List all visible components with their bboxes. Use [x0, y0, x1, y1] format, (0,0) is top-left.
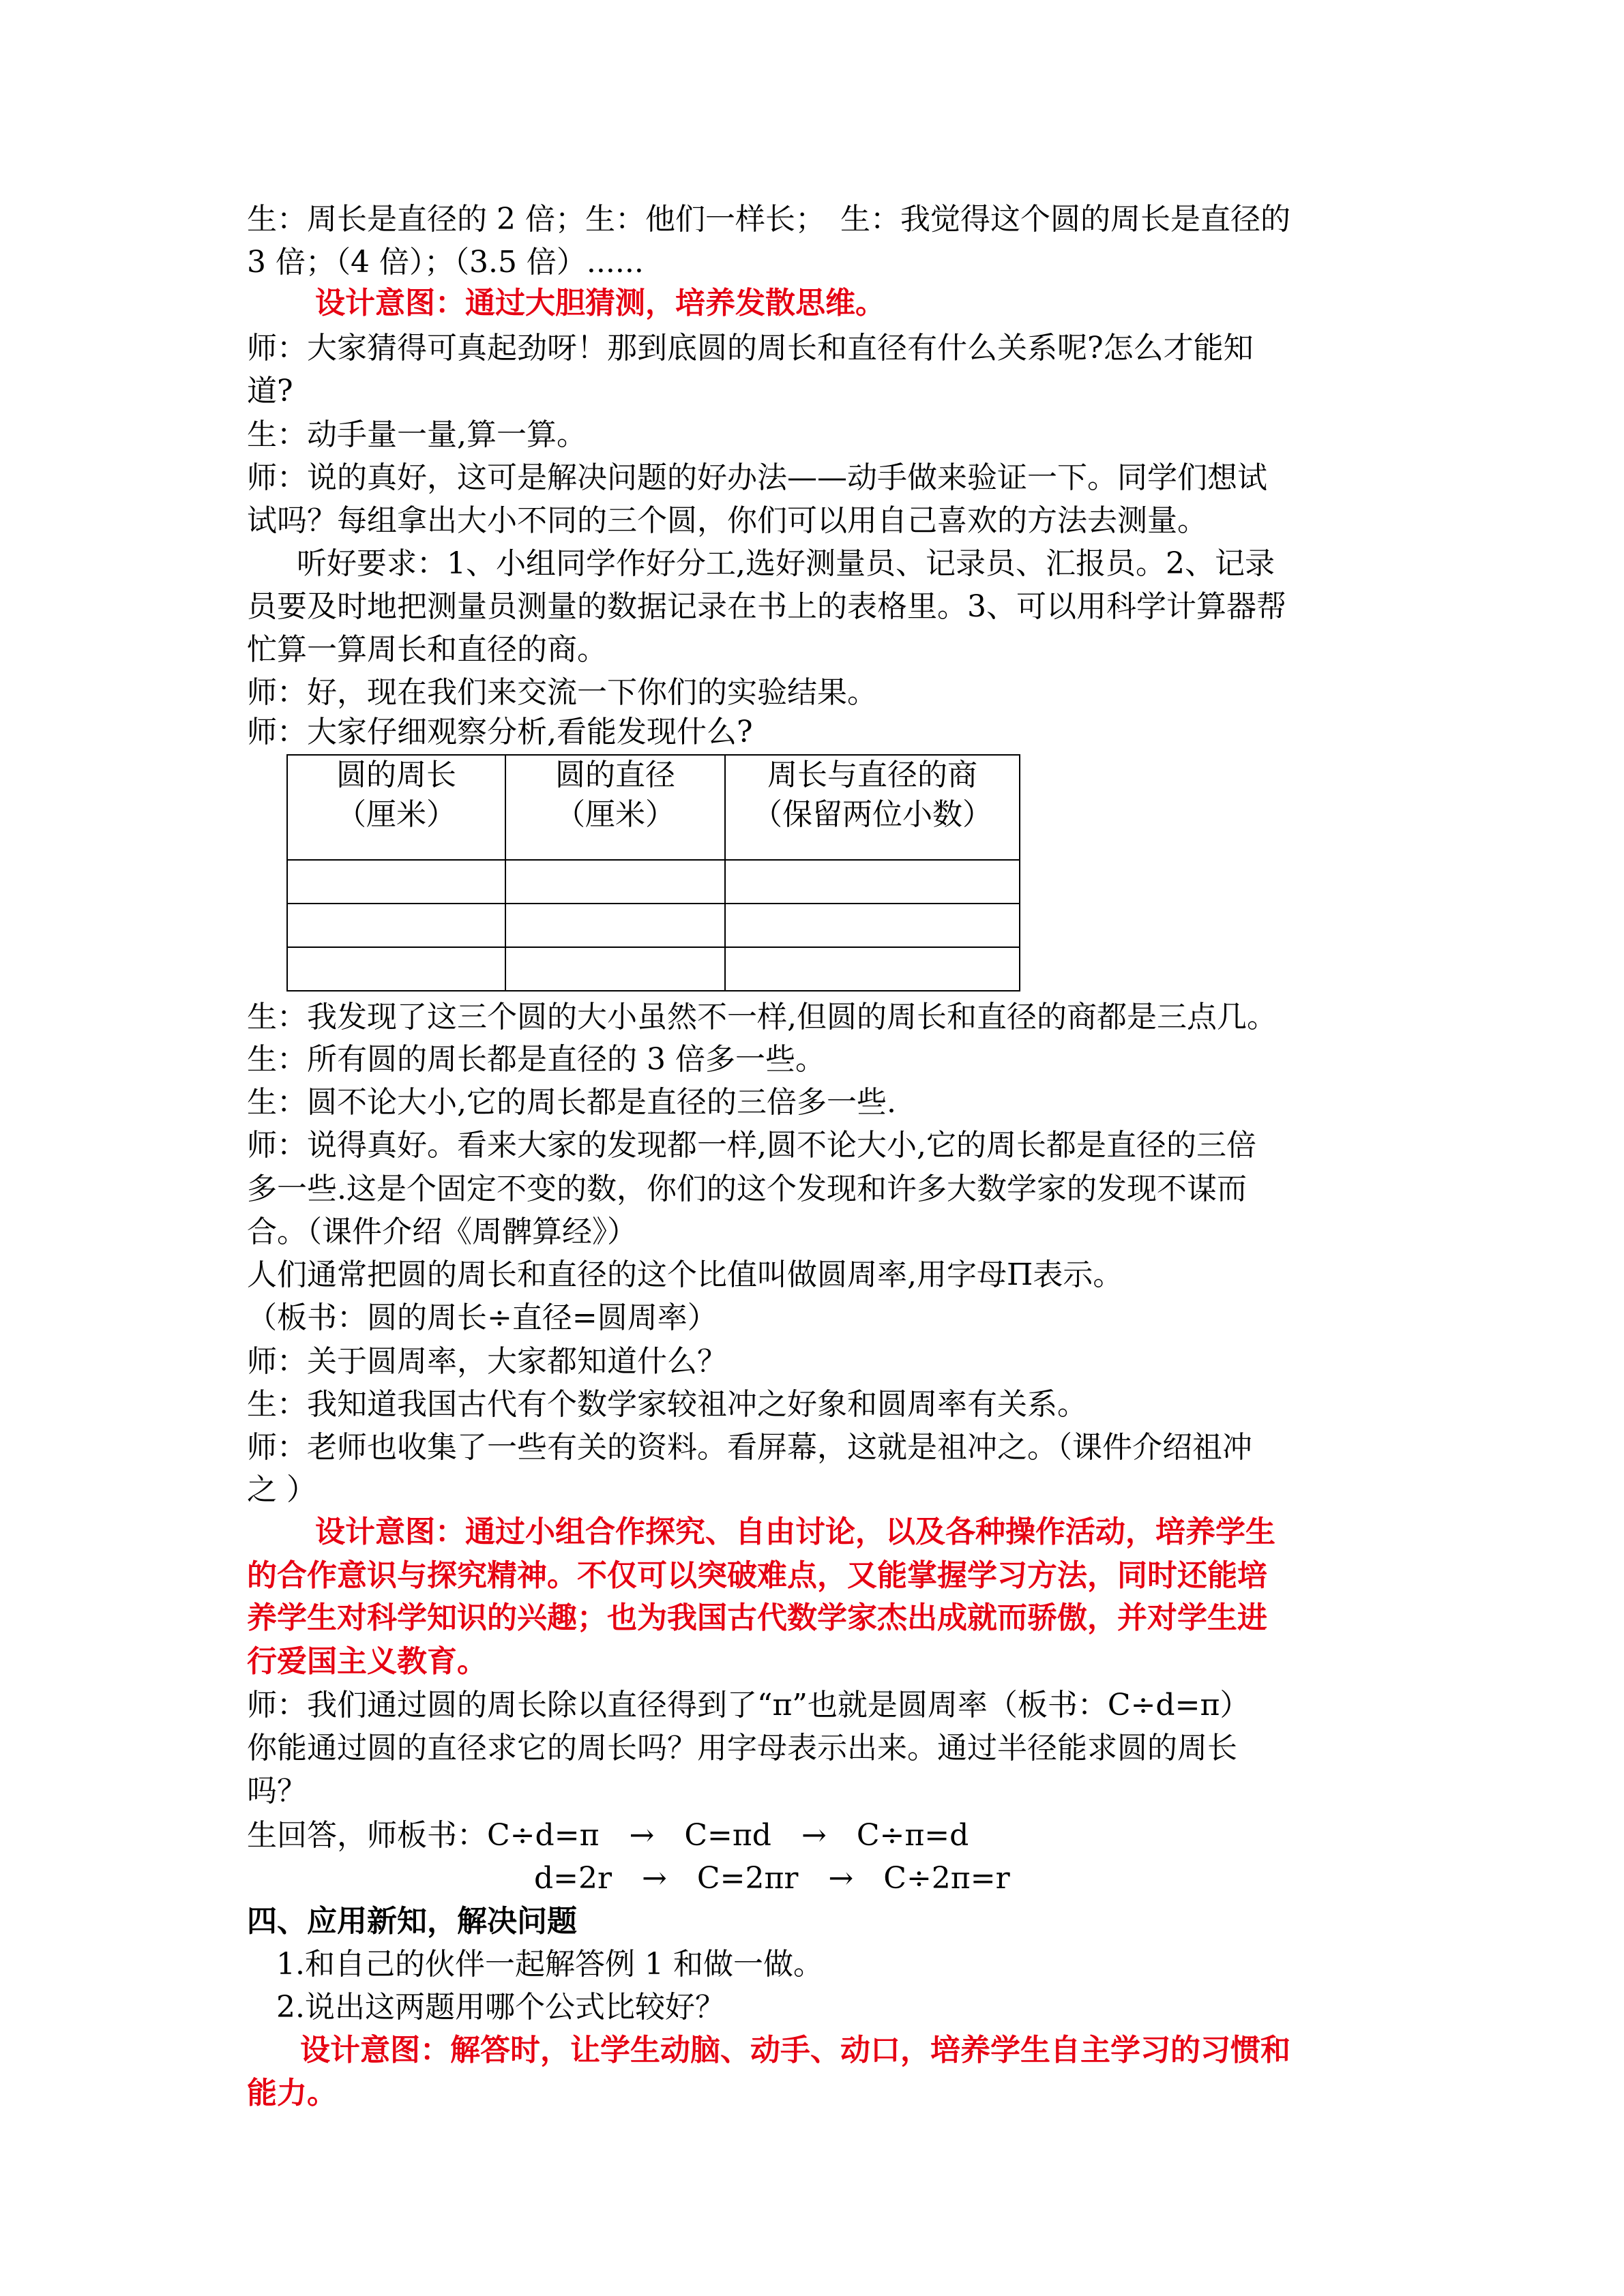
table-cell	[725, 860, 1020, 904]
table-header-cell	[287, 755, 505, 860]
text-line: 生：周长是直径的 2 倍；生：他们一样长； 生：我觉得这个圆的周长是直径的	[247, 202, 1290, 237]
text-line: 师：大家仔细观察分析,看能发现什么?	[247, 715, 753, 749]
text-line: 人们通常把圆的周长和直径的这个比值叫做圆周率,用字母Π表示。	[247, 1257, 1123, 1292]
section-heading: 四、应用新知，解决问题	[247, 1904, 577, 1939]
list-item: 1.和自己的伙伴一起解答例 1 和做一做。	[276, 1947, 823, 1982]
table-cell	[505, 904, 725, 947]
text-line: 吗？	[247, 1774, 307, 1808]
table-cell	[287, 947, 505, 991]
header-unit: （保留两位小数）	[752, 797, 992, 832]
table-header-row	[287, 755, 1020, 860]
text-line: 忙算一算周长和直径的商。	[247, 632, 607, 667]
list-item: 2.说出这两题用哪个公式比较好？	[276, 1990, 725, 2025]
table-cell	[505, 947, 725, 991]
table-row	[287, 904, 1020, 947]
header-label: 圆的直径	[555, 758, 675, 792]
text-line: 师：我们通过圆的周长除以直径得到了“π”也就是圆周率（板书：C÷d=π）	[247, 1688, 1250, 1723]
text-line: 之 ）	[247, 1472, 316, 1507]
text-line: 合。（课件介绍《周髀算经》）	[247, 1214, 637, 1249]
text-line: 试吗？每组拿出大小不同的三个圆，你们可以用自己喜欢的方法去测量。	[247, 503, 1207, 538]
table-header-cell	[505, 755, 725, 860]
text-line: 师：关于圆周率，大家都知道什么？	[247, 1344, 727, 1379]
design-intent-note: 养学生对科学知识的兴趣；也为我国古代数学家杰出成就而骄傲，并对学生进	[247, 1600, 1267, 1635]
text-line: 你能通过圆的直径求它的周长吗？用字母表示出来。通过半径能求圆的周长	[247, 1731, 1237, 1765]
measurement-table	[286, 754, 1020, 992]
design-intent-note: 的合作意识与探究精神。不仅可以突破难点，又能掌握学习方法，同时还能培	[247, 1558, 1267, 1593]
table-cell	[505, 860, 725, 904]
text-line: 师：大家猜得可真起劲呀！那到底圆的周长和直径有什么关系呢?怎么才能知	[247, 331, 1254, 366]
text-line: 师：老师也收集了一些有关的资料。看屏幕，这就是祖冲之。（课件介绍祖冲	[247, 1430, 1252, 1465]
table-cell	[287, 860, 505, 904]
table-cell	[287, 904, 505, 947]
text-line: 员要及时地把测量员测量的数据记录在书上的表格里。3、可以用科学计算器帮	[247, 589, 1286, 624]
text-line: 师：说得真好。看来大家的发现都一样,圆不论大小,它的周长都是直径的三倍	[247, 1128, 1256, 1163]
table-row	[287, 860, 1020, 904]
text-line: 生：我知道我国古代有个数学家较祖冲之好象和圆周率有关系。	[247, 1387, 1087, 1422]
text-line: 生：圆不论大小,它的周长都是直径的三倍多一些.	[247, 1085, 896, 1120]
header-unit: （厘米）	[555, 797, 675, 832]
text-line: 听好要求：1、小组同学作好分工,选好测量员、记录员、汇报员。2、记录	[297, 546, 1275, 581]
table-row	[287, 947, 1020, 991]
text-line: 师：好，现在我们来交流一下你们的实验结果。	[247, 675, 877, 710]
text-line: 道?	[247, 374, 293, 408]
design-intent-note: 设计意图：解答时，让学生动脑、动手、动口，培养学生自主学习的习惯和	[300, 2033, 1290, 2068]
table-header-cell	[725, 755, 1020, 860]
design-intent-note: 设计意图：通过小组合作探究、自由讨论，以及各种操作活动，培养学生	[315, 1515, 1275, 1549]
header-label: 圆的周长	[336, 758, 456, 792]
design-intent-note: 行爱国主义教育。	[247, 1644, 487, 1679]
formula-line: d=2r → C=2πr → C÷2π=r	[534, 1861, 1010, 1896]
table-cell	[725, 904, 1020, 947]
header-unit: （厘米）	[336, 797, 456, 832]
text-line: 师：说的真好，这可是解决问题的好办法——动手做来验证一下。同学们想试	[247, 460, 1267, 495]
text-line: 生：动手量一量,算一算。	[247, 417, 587, 452]
header-label: 周长与直径的商	[767, 758, 977, 792]
text-line: 多一些.这是个固定不变的数，你们的这个发现和许多大数学家的发现不谋而	[247, 1172, 1247, 1206]
text-line: 生：所有圆的周长都是直径的 3 倍多一些。	[247, 1042, 825, 1077]
formula-line: 生回答，师板书：C÷d=π → C=πd → C÷π=d	[247, 1818, 969, 1853]
design-intent-note: 能力。	[247, 2076, 337, 2111]
text-line: （板书：圆的周长÷直径=圆周率）	[247, 1300, 718, 1335]
design-intent-note: 设计意图：通过大胆猜测，培养发散思维。	[315, 286, 885, 320]
text-line: 生：我发现了这三个圆的大小虽然不一样,但圆的周长和直径的商都是三点几。	[247, 1000, 1277, 1034]
table-cell	[725, 947, 1020, 991]
text-line: 3 倍；（4 倍）；（3.5 倍）......	[247, 245, 644, 280]
